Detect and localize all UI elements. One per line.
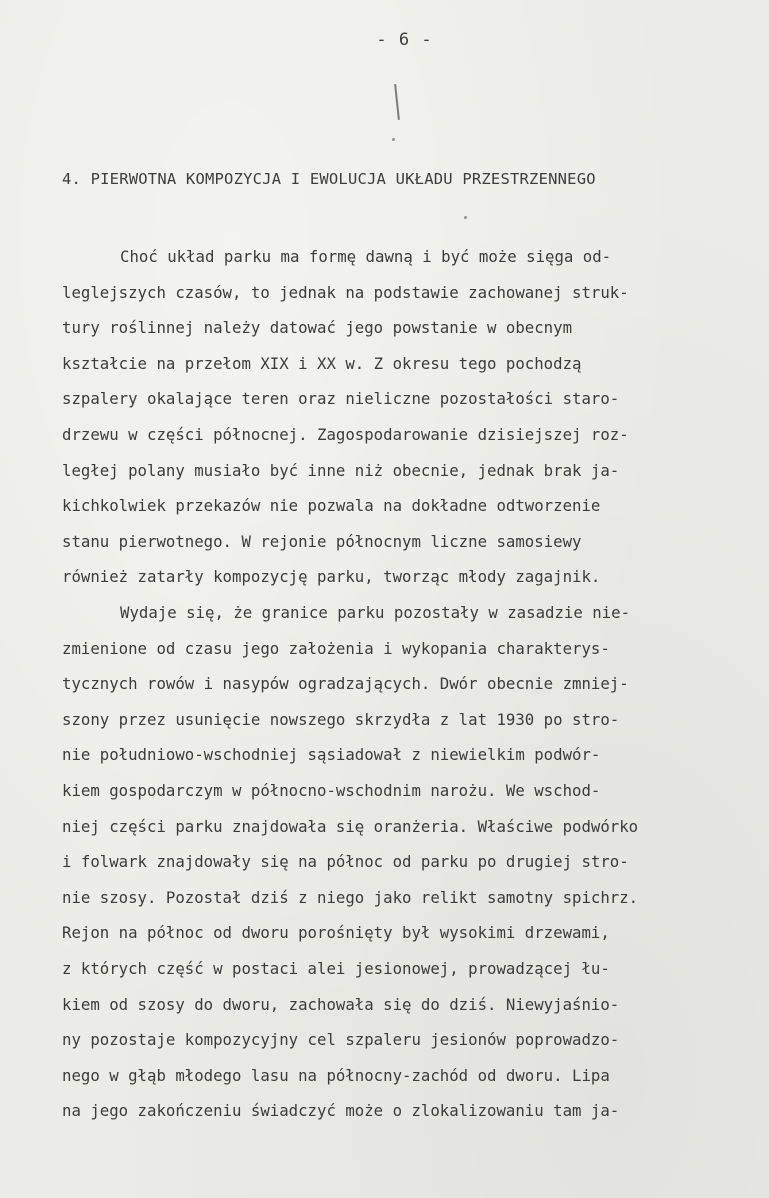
ink-speck	[392, 138, 395, 141]
text-line: kiem od szosy do dworu, zachowała się do dziś. Niewyjaśnio-	[62, 994, 620, 1014]
text-line: leglejszych czasów, to jednak na podstawie zachowanej struk-	[62, 282, 629, 302]
text-line: nie południowo-wschodniej sąsiadował z niewielkim podwór-	[62, 745, 601, 765]
text-line: szony przez usunięcie nowszego skrzydła z lat 1930 po stro-	[62, 709, 620, 729]
text-line: niej części parku znajdowała się oranżeria. Właściwe podwórko	[62, 816, 639, 836]
text-line: Choć układ parku ma formę dawną i być może sięga od-	[120, 247, 612, 266]
text-line: nie szosy. Pozostał dziś z niego jako relikt samotny spichrz.	[62, 887, 639, 907]
text-line: kiem gospodarczym w północno-wschodnim narożu. We wschod-	[62, 781, 601, 800]
text-line: na jego zakończeniu świadczyć może o zlokalizowaniu tam ja-	[62, 1101, 620, 1121]
text-line: i folwark znajdowały się na północ od parku po drugiej stro-	[62, 852, 629, 872]
text-line: również zatarły kompozycję parku, tworząc młody zagajnik.	[62, 567, 601, 587]
text-line: kształcie na przełom XIX i XX w. Z okresu tego pochodzą	[62, 353, 582, 373]
text-line: kichkolwiek przekazów nie pozwala na dokładne odtworzenie	[62, 496, 601, 516]
text-line: zmienione od czasu jego założenia i wykopania charakterys-	[62, 638, 610, 658]
section-heading: 4. PIERWOTNA KOMPOZYCJA I EWOLUCJA UKŁADU PRZESTRZENNEGO	[62, 170, 596, 188]
text-line: z których część w postaci alei jesionowej, prowadzącej łu-	[62, 959, 610, 978]
text-line: ległej polany musiało być inne niż obecnie, jednak brak ja-	[62, 460, 620, 480]
text-line: Rejon na północ od dworu porośnięty był wysokimi drzewami,	[62, 923, 610, 943]
text-line: tury roślinnej należy datować jego powstanie w obecnym	[62, 318, 573, 338]
text-line: nego w głąb młodego lasu na północny-zachód od dworu. Lipa	[62, 1065, 610, 1085]
text-line: tycznych rowów i nasypów ogradzających. Dwór obecnie zmniej-	[62, 674, 629, 694]
pen-mark	[394, 84, 400, 120]
text-line: Wydaje się, że granice parku pozostały w zasadzie nie-	[120, 603, 631, 622]
text-line: drzewu w części północnej. Zagospodarowanie dzisiejszej roz-	[62, 425, 629, 444]
ink-speck	[464, 216, 467, 219]
text-line: szpalery okalające teren oraz nieliczne pozostałości staro-	[62, 389, 620, 409]
text-line: ny pozostaje kompozycyjny cel szpaleru jesionów poprowadzo-	[62, 1030, 620, 1050]
page-number: - 6 -	[376, 30, 433, 50]
text-line: stanu pierwotnego. W rejonie północnym liczne samosiewy	[62, 531, 582, 551]
